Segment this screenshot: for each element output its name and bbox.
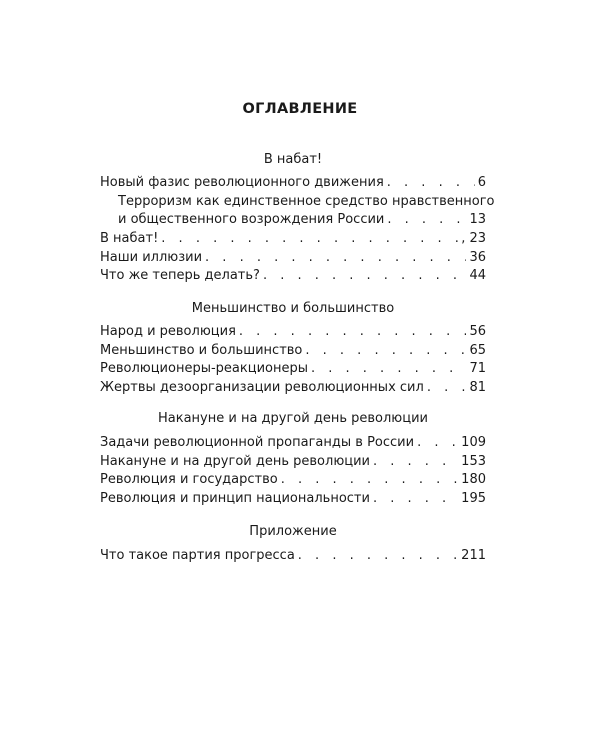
toc-entry[interactable] [100, 435, 486, 453]
leader-dots [373, 454, 458, 469]
entry-label: Что такое партия прогресса [100, 548, 295, 563]
toc-entry[interactable] [100, 454, 486, 472]
leader-dots [305, 343, 466, 358]
entry-page: 44 [469, 268, 486, 283]
leader-dots [161, 231, 458, 246]
toc-entry[interactable] [100, 472, 486, 490]
entry-page: 56 [469, 324, 486, 339]
leader-dots [387, 175, 475, 190]
entry-page: 36 [469, 250, 486, 265]
entry-label: Накануне и на другой день революции [100, 454, 371, 469]
entry-label: Революционеры-реакционеры [100, 361, 308, 376]
leader-dots [263, 268, 467, 283]
leader-dots [373, 491, 458, 506]
leader-dots [239, 324, 467, 339]
entry-page: 195 [461, 491, 486, 506]
entry-label: Народ и революция [100, 324, 236, 339]
entry-page: 6 [477, 175, 486, 190]
toc-entry[interactable] [118, 212, 486, 230]
entry-page: 13 [469, 212, 486, 227]
toc-entry[interactable] [100, 361, 486, 379]
leader-dots [387, 212, 466, 227]
entry-label: В набат! [100, 231, 159, 246]
entry-label: и общественного возрождения России [118, 212, 385, 227]
entry-page: 153 [461, 454, 486, 469]
entry-label: Революция и принцип национальности [100, 491, 370, 506]
entry-page: , 23 [461, 231, 486, 246]
entry-page: 180 [461, 472, 486, 487]
entry-page: 65 [469, 343, 486, 358]
toc-entry[interactable] [100, 268, 486, 286]
leader-dots [298, 548, 458, 563]
entry-page: 71 [469, 361, 486, 376]
toc-entry[interactable] [100, 548, 486, 566]
section-title: Приложение [249, 524, 337, 539]
entry-label: Наши иллюзии [100, 250, 203, 265]
toc-entry[interactable] [100, 324, 486, 342]
toc-entry[interactable] [100, 175, 486, 193]
leader-dots [311, 361, 466, 376]
toc-entry[interactable] [100, 343, 486, 361]
section-title: Меньшинство и большинство [191, 301, 395, 316]
entry-page: 109 [461, 435, 486, 450]
entry-page: 211 [461, 548, 486, 563]
toc-entry[interactable] [100, 380, 486, 398]
leader-dots [281, 472, 458, 487]
entry-label: Что же теперь делать? [100, 268, 260, 283]
leader-dots [417, 435, 458, 450]
toc-entry[interactable] [100, 250, 486, 268]
toc-entry[interactable] [100, 231, 486, 249]
entry-label: Меньшинство и большинство [100, 343, 303, 358]
section-title: Накануне и на другой день революции [157, 411, 428, 426]
toc-entry[interactable] [100, 491, 486, 509]
entry-label: Задачи революционной пропаганды в России [100, 435, 415, 450]
entry-label: Новый фазис революционного движения [100, 175, 384, 190]
toc-title: ОГЛАВЛЕНИЕ [242, 101, 358, 117]
entry-label: Революция и государство [100, 472, 278, 487]
entry-label-line1: Терроризм как единственное средство нравственного [118, 194, 495, 209]
entry-page: 81 [469, 380, 486, 395]
section-title: В набат! [263, 152, 323, 167]
leader-dots [205, 250, 466, 265]
leader-dots [427, 380, 467, 395]
entry-label: Жертвы дезоорганизации революционных сил [100, 380, 424, 395]
